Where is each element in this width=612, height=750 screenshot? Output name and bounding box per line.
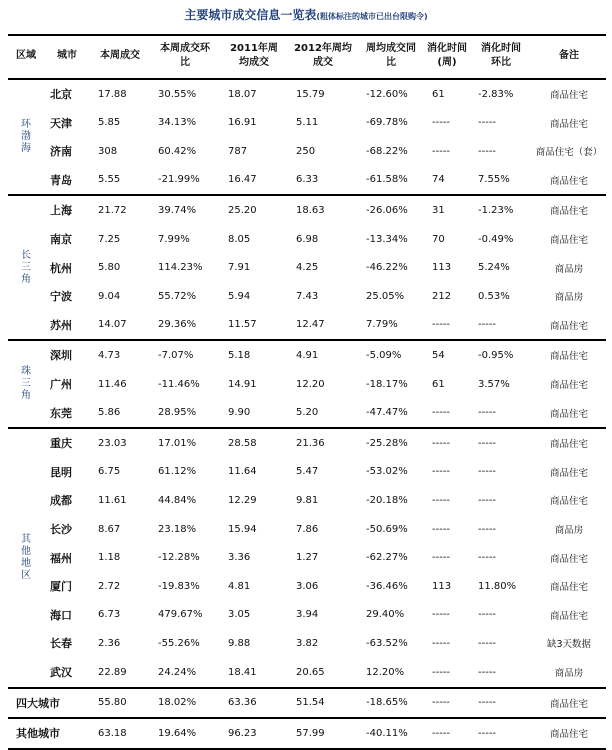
city-name: 厦门: [50, 580, 72, 594]
cell-remark: 商品住宅: [549, 380, 588, 391]
cell-week: 14.07: [98, 319, 127, 331]
city-name: 昆明: [50, 465, 72, 479]
cell-digest-mom: -----: [478, 494, 497, 506]
cell-remark: 商品住宅: [549, 235, 588, 246]
summary-wow: 18.02%: [158, 697, 197, 709]
cell-avg2012: 15.79: [296, 88, 325, 100]
cell-avg2012: 5.20: [296, 407, 319, 419]
cell-yoy: -50.69%: [366, 523, 408, 535]
cell-digest: 113: [432, 580, 452, 592]
city-name: 东莞: [50, 406, 72, 420]
cell-avg2011: 5.18: [228, 349, 251, 361]
cell-avg2012: 12.47: [296, 319, 325, 331]
header-digest-time: 消化时间 (周): [427, 43, 467, 68]
cell-yoy: -25.28%: [366, 437, 408, 449]
cell-yoy: -12.60%: [366, 88, 408, 100]
cell-digest: 61: [432, 378, 445, 390]
summary-week: 63.18: [98, 727, 127, 739]
cell-remark: 商品住宅: [549, 351, 588, 363]
city-name: 成都: [50, 494, 72, 508]
cell-avg2012: 4.25: [296, 262, 319, 274]
city-name: 苏州: [50, 318, 72, 332]
cell-week: 8.67: [98, 523, 121, 535]
cell-digest-mom: -----: [478, 117, 497, 129]
summary-remark: 商品住宅: [549, 729, 588, 741]
region-label: 环渤海: [21, 119, 31, 155]
cell-digest: 31: [432, 204, 445, 216]
cell-digest: -----: [432, 117, 451, 129]
cell-yoy: -68.22%: [366, 145, 408, 157]
cell-avg2012: 21.36: [296, 437, 325, 449]
cell-wow: 114.23%: [158, 262, 203, 274]
cell-yoy: -63.52%: [366, 637, 408, 649]
cell-week: 21.72: [98, 204, 127, 216]
cell-avg2011: 4.81: [228, 580, 251, 592]
cell-wow: 34.13%: [158, 117, 197, 129]
cell-yoy: -26.06%: [366, 204, 408, 216]
cell-digest-mom: -0.95%: [478, 349, 514, 361]
cell-week: 11.61: [98, 494, 127, 506]
summary-digest-mom: -----: [478, 697, 497, 709]
cell-digest: -----: [432, 407, 451, 419]
cell-digest-mom: -----: [478, 466, 497, 478]
cell-digest-mom: -1.23%: [478, 204, 514, 216]
cell-remark: 商品房: [554, 525, 584, 536]
cell-avg2011: 7.91: [228, 262, 251, 274]
cell-yoy: -13.34%: [366, 233, 408, 245]
cell-avg2011: 5.94: [228, 290, 251, 302]
cell-yoy: -5.09%: [366, 349, 402, 361]
cell-digest-mom: -----: [478, 523, 497, 535]
cell-avg2011: 8.05: [228, 233, 251, 245]
summary-avg2011: 63.36: [228, 697, 257, 709]
cell-yoy: -47.47%: [366, 407, 408, 419]
cell-avg2012: 9.81: [296, 494, 319, 506]
cell-remark: 商品住宅: [549, 610, 588, 622]
summary-avg2012: 57.99: [296, 727, 325, 739]
cell-avg2012: 5.47: [296, 466, 319, 478]
cell-avg2012: 3.06: [296, 580, 319, 592]
cell-remark: 商品住宅: [549, 439, 588, 451]
cell-week: 5.55: [98, 174, 121, 186]
cell-remark: 商品住宅: [549, 467, 588, 479]
summary-digest: -----: [432, 727, 451, 739]
cell-week: 6.75: [98, 466, 121, 478]
cell-digest-mom: -----: [478, 407, 497, 419]
cell-digest: -----: [432, 666, 451, 678]
cell-digest-mom: -----: [478, 145, 497, 157]
city-name: 广州: [50, 378, 72, 391]
city-name: 深圳: [50, 349, 72, 363]
cell-wow: -21.99%: [158, 174, 200, 186]
summary-avg2011: 96.23: [228, 727, 257, 739]
cell-avg2011: 3.05: [228, 609, 251, 621]
cell-digest: 70: [432, 233, 445, 245]
table-title: [0, 6, 612, 23]
cell-digest-mom: -0.49%: [478, 233, 514, 245]
cell-avg2012: 3.94: [296, 609, 319, 621]
cell-avg2011: 11.64: [228, 466, 257, 478]
cell-week: 23.03: [98, 437, 127, 449]
cell-yoy: -62.27%: [366, 552, 408, 564]
cell-remark: 商品住宅: [549, 175, 588, 187]
cell-wow: -19.83%: [158, 580, 200, 592]
cell-wow: 479.67%: [158, 609, 203, 621]
city-name: 武汉: [50, 666, 72, 679]
cell-wow: 60.42%: [158, 145, 197, 157]
header-wow: 本周成交环 比: [160, 43, 210, 68]
cell-avg2012: 1.27: [296, 552, 319, 564]
cell-remark: 商品住宅（套）: [535, 147, 603, 159]
cell-avg2011: 787: [228, 145, 248, 157]
header-city: 城市: [57, 50, 77, 61]
header-yoy: 周均成交同 比: [366, 43, 416, 68]
cell-avg2011: 12.29: [228, 494, 257, 506]
cell-wow: -55.26%: [158, 637, 200, 649]
cell-digest: -----: [432, 523, 451, 535]
cell-avg2011: 16.91: [228, 117, 257, 129]
cell-week: 17.88: [98, 88, 127, 100]
cell-yoy: -18.17%: [366, 378, 408, 390]
region-label: 长三角: [21, 249, 31, 285]
cell-wow: 55.72%: [158, 290, 197, 302]
cell-avg2011: 15.94: [228, 523, 257, 535]
cell-yoy: -69.78%: [366, 117, 408, 129]
table-title-text: 主要城市成交信息一览表: [184, 8, 317, 22]
cell-wow: 7.99%: [158, 233, 190, 245]
cell-digest-mom: -----: [478, 319, 497, 331]
cell-digest: -----: [432, 609, 451, 621]
cell-avg2012: 5.11: [296, 117, 319, 129]
cell-remark: 商品房: [554, 292, 584, 304]
summary-yoy: -18.65%: [366, 697, 408, 709]
cell-remark: 商品住宅: [549, 496, 588, 508]
cell-avg2012: 3.82: [296, 637, 319, 649]
cell-wow: 29.36%: [158, 319, 197, 331]
cell-digest: -----: [432, 637, 451, 649]
cell-remark: 商品住宅: [549, 553, 588, 565]
cell-remark: 商品房: [554, 668, 584, 679]
header-remark: 备注: [559, 50, 579, 61]
city-name: 天津: [50, 116, 72, 130]
header-region: 区域: [16, 50, 36, 61]
cell-wow: 28.95%: [158, 407, 197, 419]
cell-week: 2.36: [98, 637, 121, 649]
cell-avg2012: 250: [296, 145, 316, 157]
cell-digest: 74: [432, 174, 445, 186]
city-name: 福州: [50, 551, 72, 565]
cell-week: 2.72: [98, 580, 121, 592]
cell-avg2012: 6.98: [296, 233, 319, 245]
cell-wow: 39.74%: [158, 204, 197, 216]
city-name: 南京: [50, 233, 72, 246]
cell-wow: -11.46%: [158, 378, 200, 390]
cell-wow: 44.84%: [158, 494, 197, 506]
header-avg-2011: 2011年周 均成交: [230, 43, 278, 68]
cell-digest: -----: [432, 145, 451, 157]
cell-avg2011: 3.36: [228, 552, 251, 564]
cell-digest: -----: [432, 494, 451, 506]
cell-avg2012: 7.86: [296, 523, 319, 535]
cell-digest: -----: [432, 319, 451, 331]
cell-digest-mom: 7.55%: [478, 174, 510, 186]
cell-remark: 商品住宅: [549, 118, 588, 130]
cell-digest: 54: [432, 349, 445, 361]
cell-yoy: 29.40%: [366, 609, 405, 621]
cell-yoy: 12.20%: [366, 666, 405, 678]
city-name: 北京: [50, 88, 72, 101]
summary-yoy: -40.11%: [366, 727, 408, 739]
city-name: 宁波: [50, 290, 72, 304]
cell-wow: 23.18%: [158, 523, 197, 535]
cell-yoy: 7.79%: [366, 319, 398, 331]
cell-week: 22.89: [98, 666, 127, 678]
cell-digest-mom: -----: [478, 666, 497, 678]
cell-avg2012: 18.63: [296, 204, 325, 216]
city-name: 上海: [50, 204, 72, 218]
cell-digest-mom: -----: [478, 637, 497, 649]
cell-wow: 17.01%: [158, 437, 197, 449]
cell-avg2011: 18.41: [228, 666, 257, 678]
header-week: 本周成交: [100, 50, 140, 61]
city-name: 重庆: [50, 437, 72, 451]
cell-wow: -7.07%: [158, 349, 194, 361]
summary-wow: 19.64%: [158, 727, 197, 739]
table-rule: [8, 34, 606, 36]
cell-digest-mom: 11.80%: [478, 580, 517, 592]
cell-week: 9.04: [98, 290, 121, 302]
cell-avg2011: 28.58: [228, 437, 257, 449]
cell-avg2011: 25.20: [228, 204, 257, 216]
table-title-note: (粗体标注的城市已出台限购令): [316, 12, 428, 21]
cell-digest: 212: [432, 290, 452, 302]
cell-yoy: -46.22%: [366, 262, 408, 274]
summary-digest: -----: [432, 697, 451, 709]
cell-wow: 30.55%: [158, 88, 197, 100]
cell-yoy: -36.46%: [366, 580, 408, 592]
cell-avg2011: 18.07: [228, 88, 257, 100]
cell-remark: 商品住宅: [549, 582, 588, 594]
cell-avg2011: 14.91: [228, 378, 257, 390]
summary-avg2012: 51.54: [296, 697, 325, 709]
summary-digest-mom: -----: [478, 727, 497, 739]
cell-week: 11.46: [98, 378, 127, 390]
cell-digest-mom: 0.53%: [478, 290, 510, 302]
cell-avg2011: 9.90: [228, 407, 251, 419]
header-avg-2012: 2012年周均 成交: [294, 43, 352, 68]
cell-yoy: -61.58%: [366, 174, 408, 186]
cell-remark: 商品住宅: [549, 408, 588, 420]
cell-digest: -----: [432, 437, 451, 449]
cell-digest-mom: -2.83%: [478, 88, 514, 100]
cell-remark: 商品住宅: [549, 90, 588, 101]
city-name: 长春: [50, 637, 72, 651]
cell-week: 308: [98, 145, 118, 157]
city-name: 济南: [50, 145, 72, 159]
cell-yoy: 25.05%: [366, 290, 405, 302]
city-name: 海口: [50, 608, 72, 622]
cell-digest-mom: -----: [478, 609, 497, 621]
cell-avg2012: 6.33: [296, 174, 319, 186]
header-digest-mom: 消化时间 环比: [481, 43, 521, 68]
cell-yoy: -53.02%: [366, 466, 408, 478]
cell-wow: -12.28%: [158, 552, 200, 564]
cell-avg2012: 4.91: [296, 349, 319, 361]
cell-week: 5.85: [98, 117, 121, 129]
cell-remark: 商品住宅: [549, 320, 588, 332]
cell-week: 6.73: [98, 609, 121, 621]
cell-digest: 61: [432, 88, 445, 100]
summary-label: 其他城市: [16, 727, 60, 741]
cell-digest: -----: [432, 466, 451, 478]
summary-remark: 商品住宅: [549, 698, 588, 710]
cell-remark: 商品住宅: [549, 206, 588, 218]
region-label: 其他地区: [21, 533, 31, 581]
summary-label: 四大城市: [16, 696, 60, 710]
cell-digest-mom: 3.57%: [478, 378, 510, 390]
cell-remark: 缺3天数据: [546, 639, 592, 651]
cell-avg2012: 12.20: [296, 378, 325, 390]
cell-avg2011: 9.88: [228, 637, 251, 649]
cell-wow: 61.12%: [158, 466, 197, 478]
cell-wow: 24.24%: [158, 666, 197, 678]
table-rule: [8, 748, 606, 750]
cell-week: 4.73: [98, 349, 121, 361]
city-name: 长沙: [50, 523, 72, 536]
cell-avg2012: 20.65: [296, 666, 325, 678]
cell-week: 7.25: [98, 233, 121, 245]
cell-avg2011: 11.57: [228, 319, 257, 331]
cell-yoy: -20.18%: [366, 494, 408, 506]
cell-digest-mom: -----: [478, 437, 497, 449]
cell-digest: -----: [432, 552, 451, 564]
summary-week: 55.80: [98, 697, 127, 709]
cell-digest-mom: 5.24%: [478, 262, 510, 274]
city-name: 青岛: [50, 173, 72, 187]
cell-week: 1.18: [98, 552, 121, 564]
cell-week: 5.80: [98, 262, 121, 274]
cell-avg2011: 16.47: [228, 174, 257, 186]
region-label: 珠三角: [21, 366, 31, 402]
cell-digest-mom: -----: [478, 552, 497, 564]
city-name: 杭州: [50, 261, 72, 275]
cell-digest: 113: [432, 262, 452, 274]
cell-remark: 商品房: [554, 263, 584, 275]
cell-avg2012: 7.43: [296, 290, 319, 302]
cell-week: 5.86: [98, 407, 121, 419]
